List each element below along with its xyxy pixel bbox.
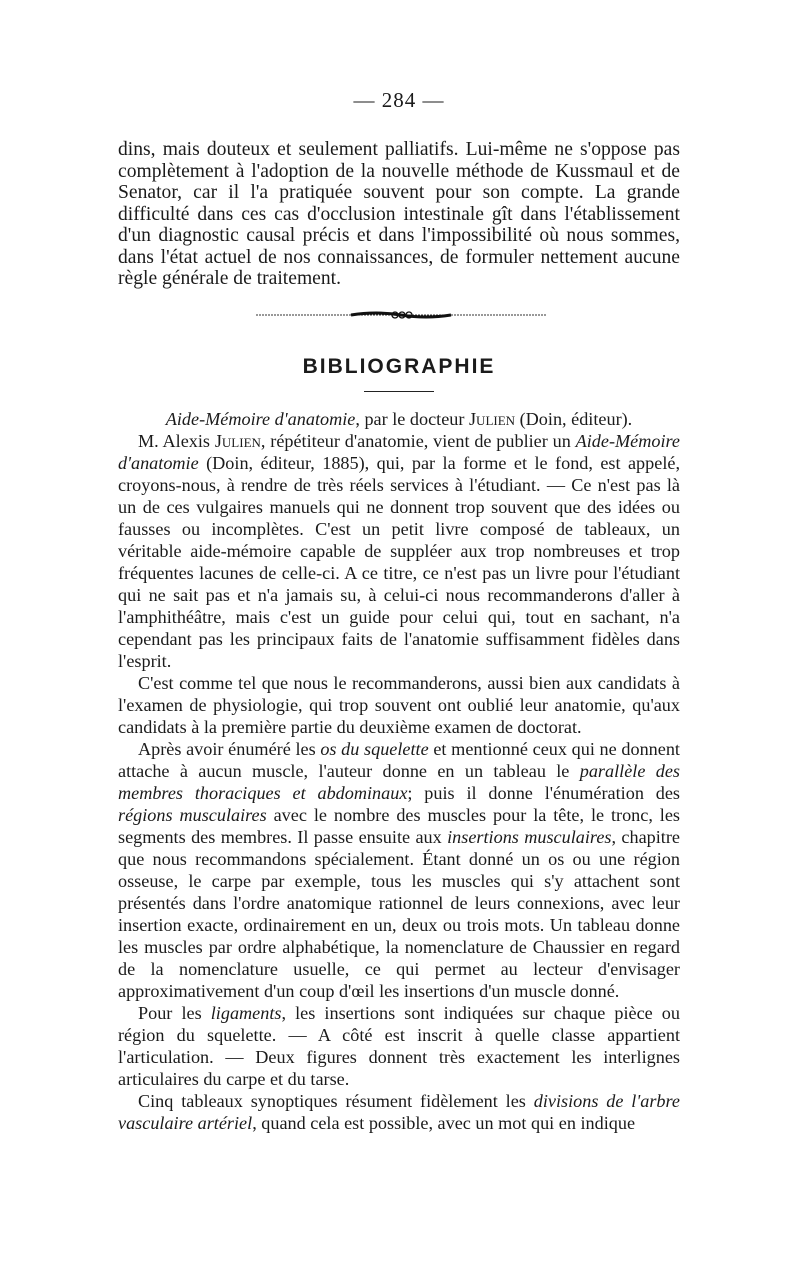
italic-term: régions musculaires bbox=[118, 804, 267, 825]
text-run: avec le nombre des muscles pour la tête, le tronc, les segments des membres. Il passe ensuite aux bbox=[118, 804, 680, 847]
text-run: , répétiteur d'anatomie, vient de publier un bbox=[260, 430, 576, 451]
text-run: Pour les bbox=[138, 1002, 211, 1023]
italic-term: divisions de l'arbre vasculaire artériel bbox=[118, 1090, 680, 1133]
text-run: Après avoir énuméré les bbox=[138, 738, 321, 759]
section-title: BIBLIOGRAPHIE bbox=[302, 354, 496, 378]
italic-term: os du squelette bbox=[320, 738, 429, 759]
review-paragraph-5 bbox=[118, 1090, 680, 1134]
text-run: et mentionné ceux qui ne donnent attache à aucun muscle, l'auteur donne en un tableau le bbox=[118, 738, 680, 781]
text-run: (Doin, éditeur, 1885), qui, par la forme et le fond, est appelé, croyons-nous, à rendre de très réels services à l'étudiant. — Ce n'est pas là un de ces vulgaires manuels qui ne donnent trop souvent que des idées ou fausses ou incomplètes. C'est un petit livre composé de tableaux, un véritable aide-mémoire capable de suppléer aux trop nombreuses et trop fréquentes lacunes de celle-ci. A ce titre, ce n'est pas un livre pour l'étudiant qui ne sait pas et n'a jamais su, à celui-ci nous recommanderons d'aller à l'amphithéâtre, mais c'est un guide pour celui qui, tout en sachant, n'a cependant pas les principaux faits de l'anatomie suffisamment fidèles dans l'esprit. bbox=[118, 452, 680, 671]
opening-paragraph: dins, mais douteux et seulement palliatifs. Lui-même ne s'oppose pas complètement à l'adoption de la nouvelle méthode de Kussmaul et de Senator, car il l'a pratiquée souvent pour son compte. La grande difficulté dans ces cas d'occlusion intestinale gît dans l'établissement d'un diagnostic causal précis et dans l'impossibilité où nous sommes, dans l'état actuel de nos connaissances, de formuler nettement aucune règle générale de traitement. bbox=[118, 139, 680, 289]
review-paragraph-4 bbox=[118, 1002, 680, 1090]
title-rule bbox=[364, 391, 434, 392]
book-page bbox=[118, 88, 680, 1134]
book-title: Aide-Mémoire d'anatomie bbox=[118, 430, 680, 473]
page-number: — 284 — bbox=[353, 88, 445, 112]
author-name: Julien bbox=[214, 430, 261, 451]
italic-term: ligaments bbox=[210, 1002, 282, 1023]
reference-text-a: , par le docteur bbox=[355, 408, 469, 429]
bibliographic-reference bbox=[118, 408, 680, 430]
review-paragraph-2: C'est comme tel que nous le recommanderons, aussi bien aux candidats à l'examen de physiologie, qui trop souvent ont oublié leur anatomie, qu'aux candidats à la première partie du deuxième examen de doctorat. bbox=[118, 672, 680, 737]
review-paragraph-3 bbox=[118, 738, 680, 1002]
ornamental-divider bbox=[256, 310, 546, 320]
text-run: , chapitre que nous recommandons spécialement. Étant donné un os ou une région osseuse, le carpe par exemple, tous les muscles qui s'y attachent sont présentés dans l'ordre anatomique rationnel de leurs connexions, avec leur insertion exacte, ordinairement en un, deux ou trois mots. Un tableau donne les muscles par ordre alphabétique, la nomenclature de Chaussier en regard de la nomenclature usuelle, ce qui permet au lecteur d'envisager approximativement d'un coup d'œil les insertions d'un muscle donné. bbox=[118, 826, 680, 1001]
text-run: , les insertions sont indiquées sur chaque pièce ou région du squelette. — A côté est inscrit à quelle classe appartient l'articulation. — Deux figures donnent très exactement les interlignes articulaires du carpe et du tarse. bbox=[118, 1002, 680, 1089]
author-name: Julien bbox=[468, 408, 516, 429]
review-paragraph-1 bbox=[118, 430, 680, 672]
italic-term: insertions musculaires bbox=[447, 826, 612, 847]
reference-text-b: (Doin, éditeur). bbox=[515, 408, 633, 429]
book-title: Aide-Mémoire d'anatomie bbox=[165, 408, 356, 429]
italic-term: parallèle des membres thoraciques et abdominaux bbox=[118, 760, 680, 803]
text-run: Cinq tableaux synoptiques résument fidèlement les bbox=[138, 1090, 534, 1111]
text-run: ; puis il donne l'énumération des bbox=[407, 782, 681, 803]
text-run: , quand cela est possible, avec un mot qui en indique bbox=[252, 1112, 636, 1133]
text-run: M. Alexis bbox=[138, 430, 215, 451]
